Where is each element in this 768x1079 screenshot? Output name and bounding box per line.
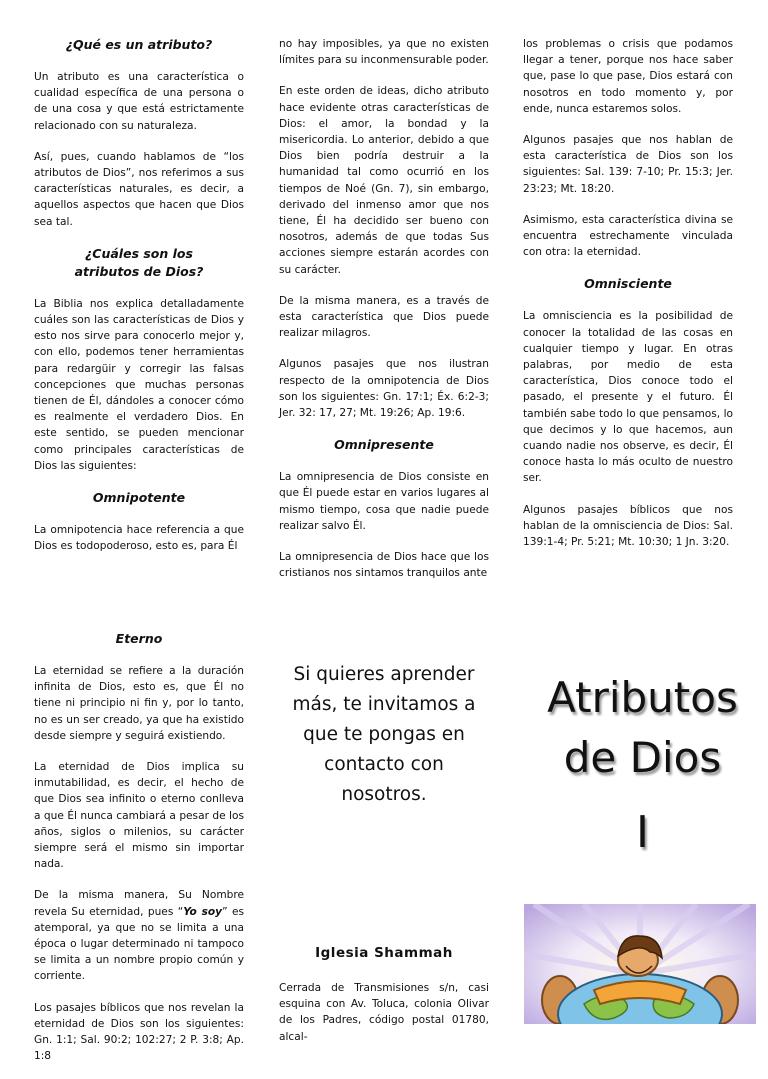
paragraph: La eternidad se refiere a la duración infinita de Dios, esto es, que Él no tiene ni principio ni fin y, por lo tanto, no es un ser creado, ya que ha existido desde siempre y seguirá existiendo.: [34, 665, 244, 742]
cover-title-number: I: [636, 807, 649, 858]
jesus-world-illustration-icon: [524, 904, 756, 1024]
paragraph: Los pasajes bíblicos que nos revelan la eternidad de Dios son los siguientes: Gn. 1:1; Sal. 90:2; 102:27; 2 P. 3:8; Ap. 1:8: [34, 1001, 244, 1063]
heading-eterno: Eterno: [115, 631, 163, 646]
paragraph: La omnipresencia de Dios hace que los cristianos nos sintamos tranquilos ante: [279, 551, 489, 580]
paragraph: La omnipotencia hace referencia a que Dios es todopoderoso, esto es, para Él: [34, 524, 244, 553]
heading-omnipresente: Omnipresente: [334, 437, 434, 453]
yo-soy-emphasis: Yo soy: [183, 905, 223, 918]
paragraph: La eternidad de Dios implica su inmutabilidad, es decir, el hecho de que Dios sea infinito o eterno conlleva a que Él nunca cambiará a pesar de los años, siglos o milenios, su carácter siempre será el mismo sin importar nada.: [34, 761, 244, 871]
heading-que-es-atributo: ¿Qué es un atributo?: [65, 37, 213, 52]
paragraph: Algunos pasajes que nos hablan de esta característica de Dios son los siguientes: Sal. 139: 7-10; Pr. 15:3; Jer. 23:23; Mt. 18:20.: [523, 134, 733, 195]
panel-middle: [279, 36, 489, 596]
paragraph: Algunos pasajes bíblicos que nos hablan de la omnisciencia de Dios: Sal. 139:1-4; Pr. 5:21; Mt. 10:30; 1 Jn. 3:20.: [523, 503, 733, 549]
cover-title: [520, 668, 765, 878]
church-name: Iglesia Shammah: [315, 945, 453, 961]
paragraph: los problemas o crisis que podamos llegar a tener, porque nos hace saber que, pase lo que pase, Dios estará con nosotros en todo momento y, por ende, nunca estaremos solos.: [523, 38, 733, 115]
paragraph: Asimismo, esta característica divina se encuentra estrechamente vinculada con otra: la eternidad.: [523, 213, 733, 259]
panel-eterno: [34, 630, 244, 1079]
church-address: Cerrada de Transmisiones s/n, casi esquina con Av. Toluca, colonia Olivar de los Padres, código postal 01780, alcal-: [279, 982, 489, 1043]
paragraph: no hay imposibles, ya que no existen límites para su inconmensurable poder.: [279, 38, 489, 67]
text: ” es atemporal, ya que no se limita a una época o lugar determinado ni tampoco se limita a un nombre propio común y corriente.: [34, 905, 244, 983]
paragraph: [34, 887, 244, 984]
paragraph: La omnipresencia de Dios consiste en que Él puede estar en varios lugares al mismo tiempo, cosa que nadie puede realizar salvo Él.: [279, 471, 489, 532]
cover-title-line2: de Dios: [563, 733, 722, 782]
panel-left: [34, 36, 244, 569]
cover-title-line1: Atributos: [547, 673, 738, 722]
heading-cuales-atributos: ¿Cuáles son los atributos de Dios?: [74, 245, 204, 279]
paragraph: La Biblia nos explica detalladamente cuáles son las características de Dios y esto nos sirve para conocerlo mejor y, con ello, podemos tener herramientas para redargüir y corregir las falsas concepciones que muchas personas tienen de Él, dándoles a conocer cómo es realmente el verdadero Dios. En este sentido, se pueden mencionar como principales características de Dios las siguientes:: [34, 297, 244, 472]
text: De la misma manera, Su Nombre revela Su eternidad, pues “: [34, 889, 244, 918]
panel-right: [523, 36, 733, 565]
paragraph: La omnisciencia es la posibilidad de conocer la totalidad de las cosas en cualquier tiempo y lugar. En otras palabras, por medio de esta característica, Dios conoce todo el pasado, el presente y el futuro. Él también sabe todo lo que pensamos, lo que decimos y lo que hacemos, aun cuando nadie nos observe, es decir, Él conoce hasta lo más oculto de nuestro ser.: [523, 310, 733, 485]
paragraph: Un atributo es una característica o cualidad específica de una persona o de una cosa y que está estrictamente relacionado con su naturaleza.: [34, 71, 244, 132]
heading-omnisciente: Omnisciente: [584, 276, 672, 292]
paragraph: De la misma manera, es a través de esta característica que Dios puede realizar milagros.: [279, 294, 489, 340]
heading-omnipotente: Omnipotente: [92, 490, 186, 506]
paragraph: En este orden de ideas, dicho atributo hace evidente otras características de Dios: el amor, la bondad y la misericordia. Lo anterior, debido a que Dios bien podría destruir a la humanidad tal como ocurrió en los tiempos de Noé (Gn. 7), sin embargo, derivado del inmenso amor que nos tiene, Él ha decidido ser bueno con nosotros, además de que todas Sus acciones siempre estarán acordes con su carácter.: [279, 85, 489, 276]
paragraph: Así, pues, cuando hablamos de “los atributos de Dios”, nos referimos a sus características naturales, es decir, a aquellos aspectos que hacen que Dios sea tal.: [34, 150, 244, 228]
paragraph: Algunos pasajes que nos ilustran respecto de la omnipotencia de Dios son los siguientes: Gn. 17:1; Éx. 6:2-3; Jer. 32: 17, 27; Mt. 19:26; Ap. 19:6.: [279, 358, 489, 420]
invitation-text: Si quieres aprender más, te invitamos a que te pongas en contacto con nosotros.: [292, 664, 476, 805]
